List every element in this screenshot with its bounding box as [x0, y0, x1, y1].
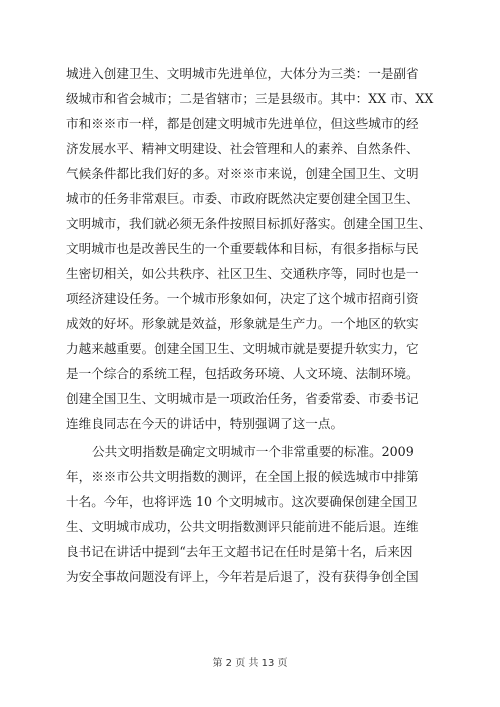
text-line: 项经济建设任务。一个城市形象如何，决定了这个城市招商引资: [66, 291, 419, 306]
text-line: 城进入创建卫生、文明城市先进单位，大体分为三类：一是副省: [66, 66, 419, 81]
text-line: 生密切相关，如公共秩序、社区卫生、交通秩序等，同时也是一: [66, 266, 419, 281]
text-line: 济发展水平、精神文明建设、社会管理和人的素养、自然条件、: [66, 141, 419, 156]
text-line: 是一个综合的系统工程，包括政务环境、人文环境、法制环境。: [66, 366, 419, 381]
page-footer: 第 2 页 共 13 页: [212, 658, 288, 669]
text-line: 创建全国卫生、文明城市是一项政治任务，省委常委、市委书记: [66, 391, 419, 406]
text-line: 气候条件都比我们好的多。对※※市来说，创建全国卫生、文明: [66, 166, 419, 181]
text-line: 年，※※市公共文明指数的测评，在全国上报的候选城市中排第: [66, 469, 419, 484]
text-line: 市和※※市一样，都是创建文明城市先进单位，但这些城市的经: [66, 116, 419, 131]
text-line: 十名。今年，也将评选 10 个文明城市。这次要确保创建全国卫: [66, 494, 418, 509]
text-line: 连维良同志在今天的讲话中，特别强调了这一点。: [66, 416, 344, 431]
text-line: 文明城市也是改善民生的一个重要载体和目标，有很多指标与民: [66, 241, 419, 256]
text-line: 生、文明城市成功，公共文明指数测评只能前进不能后退。连维: [66, 519, 419, 534]
text-line: 力越来越重要。创建全国卫生、文明城市就是要提升软实力，它: [66, 341, 419, 356]
text-line: 级城市和省会城市；二是省辖市；三是县级市。其中：XX 市、XX: [66, 91, 434, 106]
text-line: 文明城市，我们就必须无条件按照目标抓好落实。创建全国卫生、: [66, 216, 432, 231]
text-line: 成效的好坏。形象就是效益，形象就是生产力。一个地区的软实: [66, 316, 419, 331]
text-line: 为安全事故问题没有评上，今年若是后退了，没有获得争创全国: [66, 569, 419, 584]
text-line: 公共文明指数是确定文明城市一个非常重要的标准。2009: [92, 444, 414, 459]
text-line: 良书记在讲话中提到“去年王文超书记在任时是第十名，后来因: [66, 544, 413, 559]
text-line: 城市的任务非常艰巨。市委、市政府既然决定要创建全国卫生、: [66, 191, 419, 206]
